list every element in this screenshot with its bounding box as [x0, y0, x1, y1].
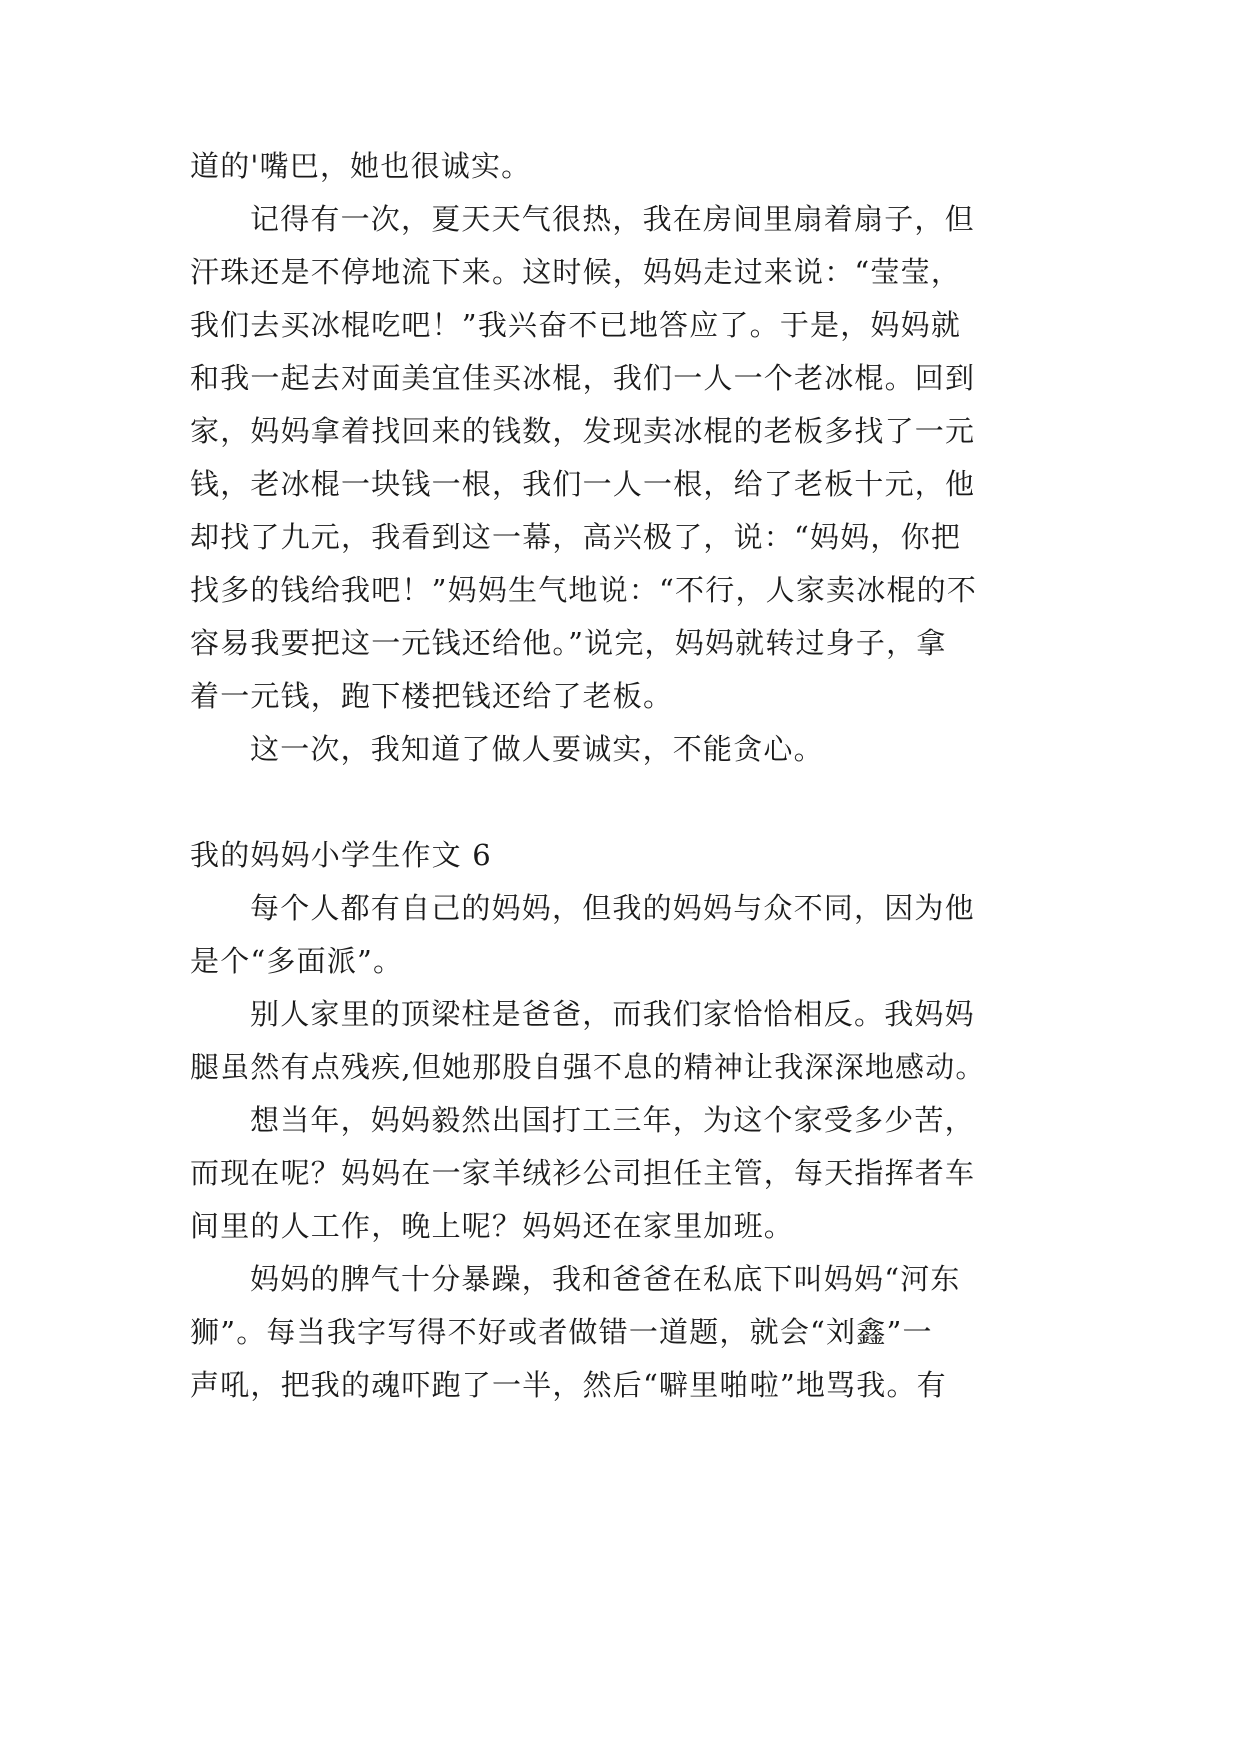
text-line: 记得有一次，夏天天气很热，我在房间里扇着扇子，但: [250, 202, 975, 236]
section-title: 我的妈妈小学生作文 6: [190, 838, 492, 872]
text-line: 容易我要把这一元钱还给他。”说完，妈妈就转过身子，拿: [190, 626, 947, 660]
text-line: 和我一起去对面美宜佳买冰棍，我们一人一个老冰棍。回到: [190, 361, 976, 395]
text-line: 声吼，把我的魂吓跑了一半，然后“噼里啪啦”地骂我。有: [190, 1368, 947, 1402]
text-line: 却找了九元，我看到这一幕，高兴极了，说：“妈妈，你把: [190, 520, 962, 554]
text-line: 别人家里的顶梁柱是爸爸，而我们家恰恰相反。我妈妈: [250, 997, 975, 1031]
text-line: 找多的钱给我吧！”妈妈生气地说：“不行，人家卖冰棍的不: [190, 573, 978, 607]
text-line: 家，妈妈拿着找回来的钱数，发现卖冰棍的老板多找了一元: [190, 414, 976, 448]
text-line: 腿虽然有点残疾,但她那股自强不息的精神让我深深地感动。: [190, 1050, 986, 1084]
text-line: 想当年，妈妈毅然出国打工三年，为这个家受多少苦，: [250, 1103, 975, 1137]
text-line: 着一元钱，跑下楼把钱还给了老板。: [190, 679, 674, 713]
text-line: 每个人都有自己的妈妈，但我的妈妈与众不同，因为他: [250, 891, 975, 925]
text-line: 狮”。每当我字写得不好或者做错一道题，就会“刘鑫”一: [190, 1315, 933, 1349]
text-line: 我们去买冰棍吃吧！”我兴奋不已地答应了。于是，妈妈就: [190, 308, 962, 342]
text-line: 而现在呢？妈妈在一家羊绒衫公司担任主管，每天指挥者车: [190, 1156, 976, 1190]
text-line: 这一次，我知道了做人要诚实，不能贪心。: [250, 732, 824, 766]
text-line: 妈妈的脾气十分暴躁，我和爸爸在私底下叫妈妈“河东: [250, 1262, 961, 1296]
text-line: 间里的人工作，晚上呢？妈妈还在家里加班。: [190, 1209, 795, 1243]
text-line: 是个“多面派”。: [190, 944, 404, 978]
text-line: 道的'嘴巴，她也很诚实。: [190, 149, 532, 183]
text-line: 汗珠还是不停地流下来。这时候，妈妈走过来说：“莹莹，: [190, 255, 962, 289]
text-line: 钱，老冰棍一块钱一根，我们一人一根，给了老板十元，他: [190, 467, 976, 501]
